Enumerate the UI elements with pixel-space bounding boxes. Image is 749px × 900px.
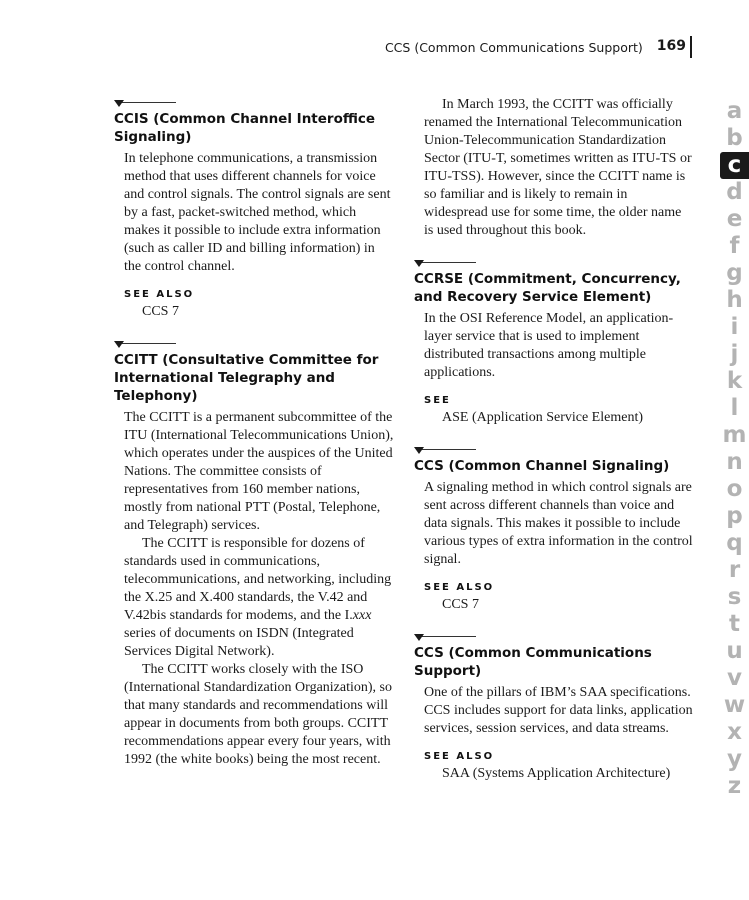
see-also-label: SEE ALSO — [124, 289, 195, 300]
running-header — [385, 36, 692, 58]
alphabet-tab-n: n — [726, 449, 743, 475]
alphabet-tab-m: m — [722, 422, 747, 448]
entry-ccs-support — [414, 630, 694, 783]
alphabet-tab-d: d — [726, 179, 743, 205]
alphabet-tab-l: l — [730, 395, 739, 421]
entry-marker-icon — [414, 443, 476, 453]
entry-term: CCITT (Consultative Committee for International Telegraphy and Telephony) — [114, 352, 379, 404]
entry-term: CCS (Common Communications Support) — [414, 645, 652, 679]
paragraph-text: series of documents on ISDN (Integrated Services Digital Network). — [124, 626, 354, 659]
entry-paragraph — [124, 535, 394, 661]
alphabet-tab-r: r — [728, 557, 741, 583]
see-also-label: SEE ALSO — [424, 582, 495, 593]
entry-ccitt-continued — [414, 96, 694, 240]
alphabet-tab-a: a — [726, 98, 743, 124]
see-reference: ASE (Application Service Element) — [442, 410, 643, 425]
entry-definition: In the OSI Reference Model, an application-layer service that is used to implement distributed transactions among multiple applications. — [424, 311, 674, 380]
entry-paragraph: The CCITT works closely with the ISO (International Standardization Organization), so that many standards and recommendations will appear in documents from both groups. CCITT recommendations appear every four years, with 1992 (the white books) being the most recent. — [124, 662, 392, 767]
alphabet-tab-f: f — [729, 233, 740, 259]
alphabet-tab-k: k — [726, 368, 743, 394]
left-column — [114, 96, 394, 785]
alphabet-tab-i: i — [730, 314, 739, 340]
alphabet-tab-s: s — [727, 584, 742, 610]
alphabet-tab-c: c — [720, 152, 749, 179]
entry-ccitt — [114, 337, 394, 769]
see-label: SEE — [424, 395, 451, 406]
entry-ccs-signaling — [414, 443, 694, 614]
entry-ccrse — [414, 256, 694, 427]
alphabet-tab-o: o — [726, 476, 743, 502]
alphabet-tab-w: w — [723, 692, 746, 718]
alphabet-tab-x: x — [727, 719, 742, 745]
alphabet-tab-p: p — [726, 503, 743, 529]
entry-term: CCIS (Common Channel Interoffice Signaling) — [114, 111, 376, 145]
paragraph-italic-text: xxx — [352, 608, 372, 623]
alphabet-tab-y: y — [727, 746, 742, 772]
entry-paragraph: In March 1993, the CCITT was officially renamed the International Telecommunication Union-Telecommunication Standardization Sector (ITU-T, sometimes written as ITU-TS or ITU-TSS). However, since the CCITT name is so familiar and is likely to remain in widespread use for some time, the older name is used throughout this book. — [424, 97, 692, 238]
alphabet-tab-e: e — [726, 206, 743, 232]
entry-marker-icon — [414, 630, 476, 640]
paragraph-text: The CCITT is responsible for dozens of standards used in communications, telecommunications, and networking, including the X.25 and X.400 standards, the V.42 and V.42bis standards for modems, and the I. — [124, 536, 392, 623]
alphabet-tab-t: t — [729, 611, 740, 637]
entry-term: CCRSE (Commitment, Concurrency, and Recovery Service Element) — [414, 271, 681, 305]
entry-marker-icon — [114, 337, 176, 347]
alphabet-tab-h: h — [726, 287, 743, 313]
page-number: 169 — [657, 36, 692, 58]
alphabet-tab-b: b — [726, 125, 743, 151]
entry-definition: A signaling method in which control signals are sent across different channels than voice and data signals. This makes it possible to include various types of extra information in the control signal. — [424, 480, 693, 567]
entry-definition: In telephone communications, a transmission method that uses different channels for voice and control signals. The control signals are sent by a fast, packet-switched method, which makes it possible to include extra information (such as caller ID and billing information) in the control channel. — [124, 151, 391, 274]
entry-marker-icon — [414, 256, 476, 266]
see-also-reference: CCS 7 — [442, 597, 479, 612]
entry-term: CCS (Common Channel Signaling) — [414, 458, 670, 474]
running-title: CCS (Common Communications Support) — [384, 39, 643, 55]
see-also-label: SEE ALSO — [424, 751, 495, 762]
alphabet-tab-z: z — [727, 773, 742, 799]
entry-marker-icon — [114, 96, 176, 106]
alphabet-tab-q: q — [726, 530, 743, 556]
right-column — [414, 96, 694, 799]
alphabet-tab-g: g — [726, 260, 743, 286]
entry-definition: One of the pillars of IBM’s SAA specifications. CCS includes support for data links, application services, session services, and data streams. — [424, 685, 693, 736]
see-also-reference: SAA (Systems Application Architecture) — [442, 766, 671, 781]
see-also-reference: CCS 7 — [142, 304, 179, 319]
alphabet-tab-u: u — [726, 638, 743, 664]
alphabet-tab-j: j — [730, 341, 739, 367]
alphabet-thumb-index — [720, 98, 749, 800]
alphabet-tab-v: v — [727, 665, 742, 691]
entry-ccis — [114, 96, 394, 321]
entry-paragraph: The CCITT is a permanent subcommittee of the ITU (International Telecommunications Union), which operates under the auspices of the United Nations. The committee consists of representatives from 160 member nations, mostly from national PTT (Postal, Telephone, and Telegraph) services. — [124, 410, 394, 533]
